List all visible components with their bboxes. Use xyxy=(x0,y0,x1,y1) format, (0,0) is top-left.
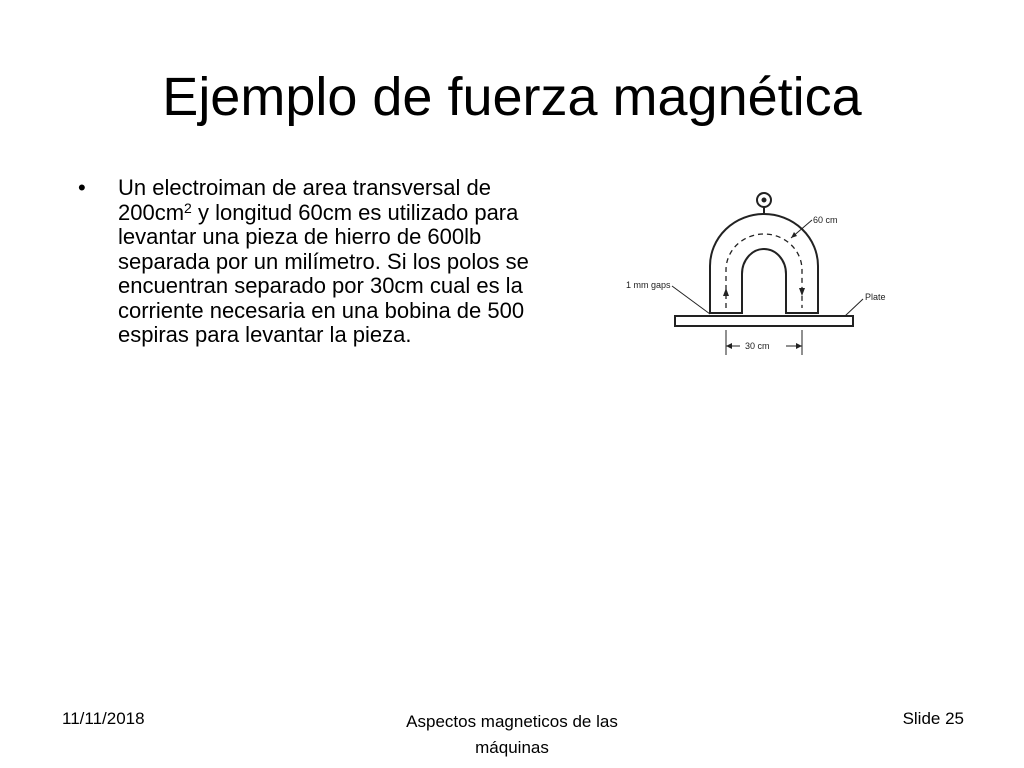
bullet-marker: • xyxy=(78,175,86,200)
plate-label: Plate xyxy=(865,292,886,302)
footer-title-line2: máquinas xyxy=(475,738,549,757)
gaps-leader xyxy=(672,286,710,314)
iron-plate xyxy=(675,316,853,326)
gaps-label: 1 mm gaps xyxy=(626,280,671,290)
dim-arrow-left xyxy=(726,343,732,349)
footer-date: 11/11/2018 xyxy=(62,709,145,728)
length-label: 60 cm xyxy=(813,215,838,225)
plate-leader xyxy=(845,299,863,316)
bullet-text-part2: y longitud 60cm es utilizado para levantar una pieza de hierro de 600lb separada por un milímetro. Si los polos se encuentran separado por 30cm cual es la corriente necesaria en una bobina de 500 espiras para levantar la pieza. xyxy=(118,199,529,347)
bullet-text xyxy=(118,176,568,348)
electromagnet-diagram xyxy=(600,180,900,390)
footer-title-line1: Aspectos magneticos de las xyxy=(406,712,618,731)
hook-ring-center xyxy=(762,198,767,203)
bullet-text-part1: Un electroiman de area transversal de 200cm xyxy=(118,175,491,225)
footer-slide-number: Slide 25 xyxy=(902,709,964,728)
footer-presentation-title xyxy=(362,709,662,761)
dim-arrow-right xyxy=(796,343,802,349)
superscript-exponent: 2 xyxy=(184,199,192,216)
spacing-label: 30 cm xyxy=(745,341,770,351)
slide-title: Ejemplo de fuerza magnética xyxy=(162,67,862,127)
